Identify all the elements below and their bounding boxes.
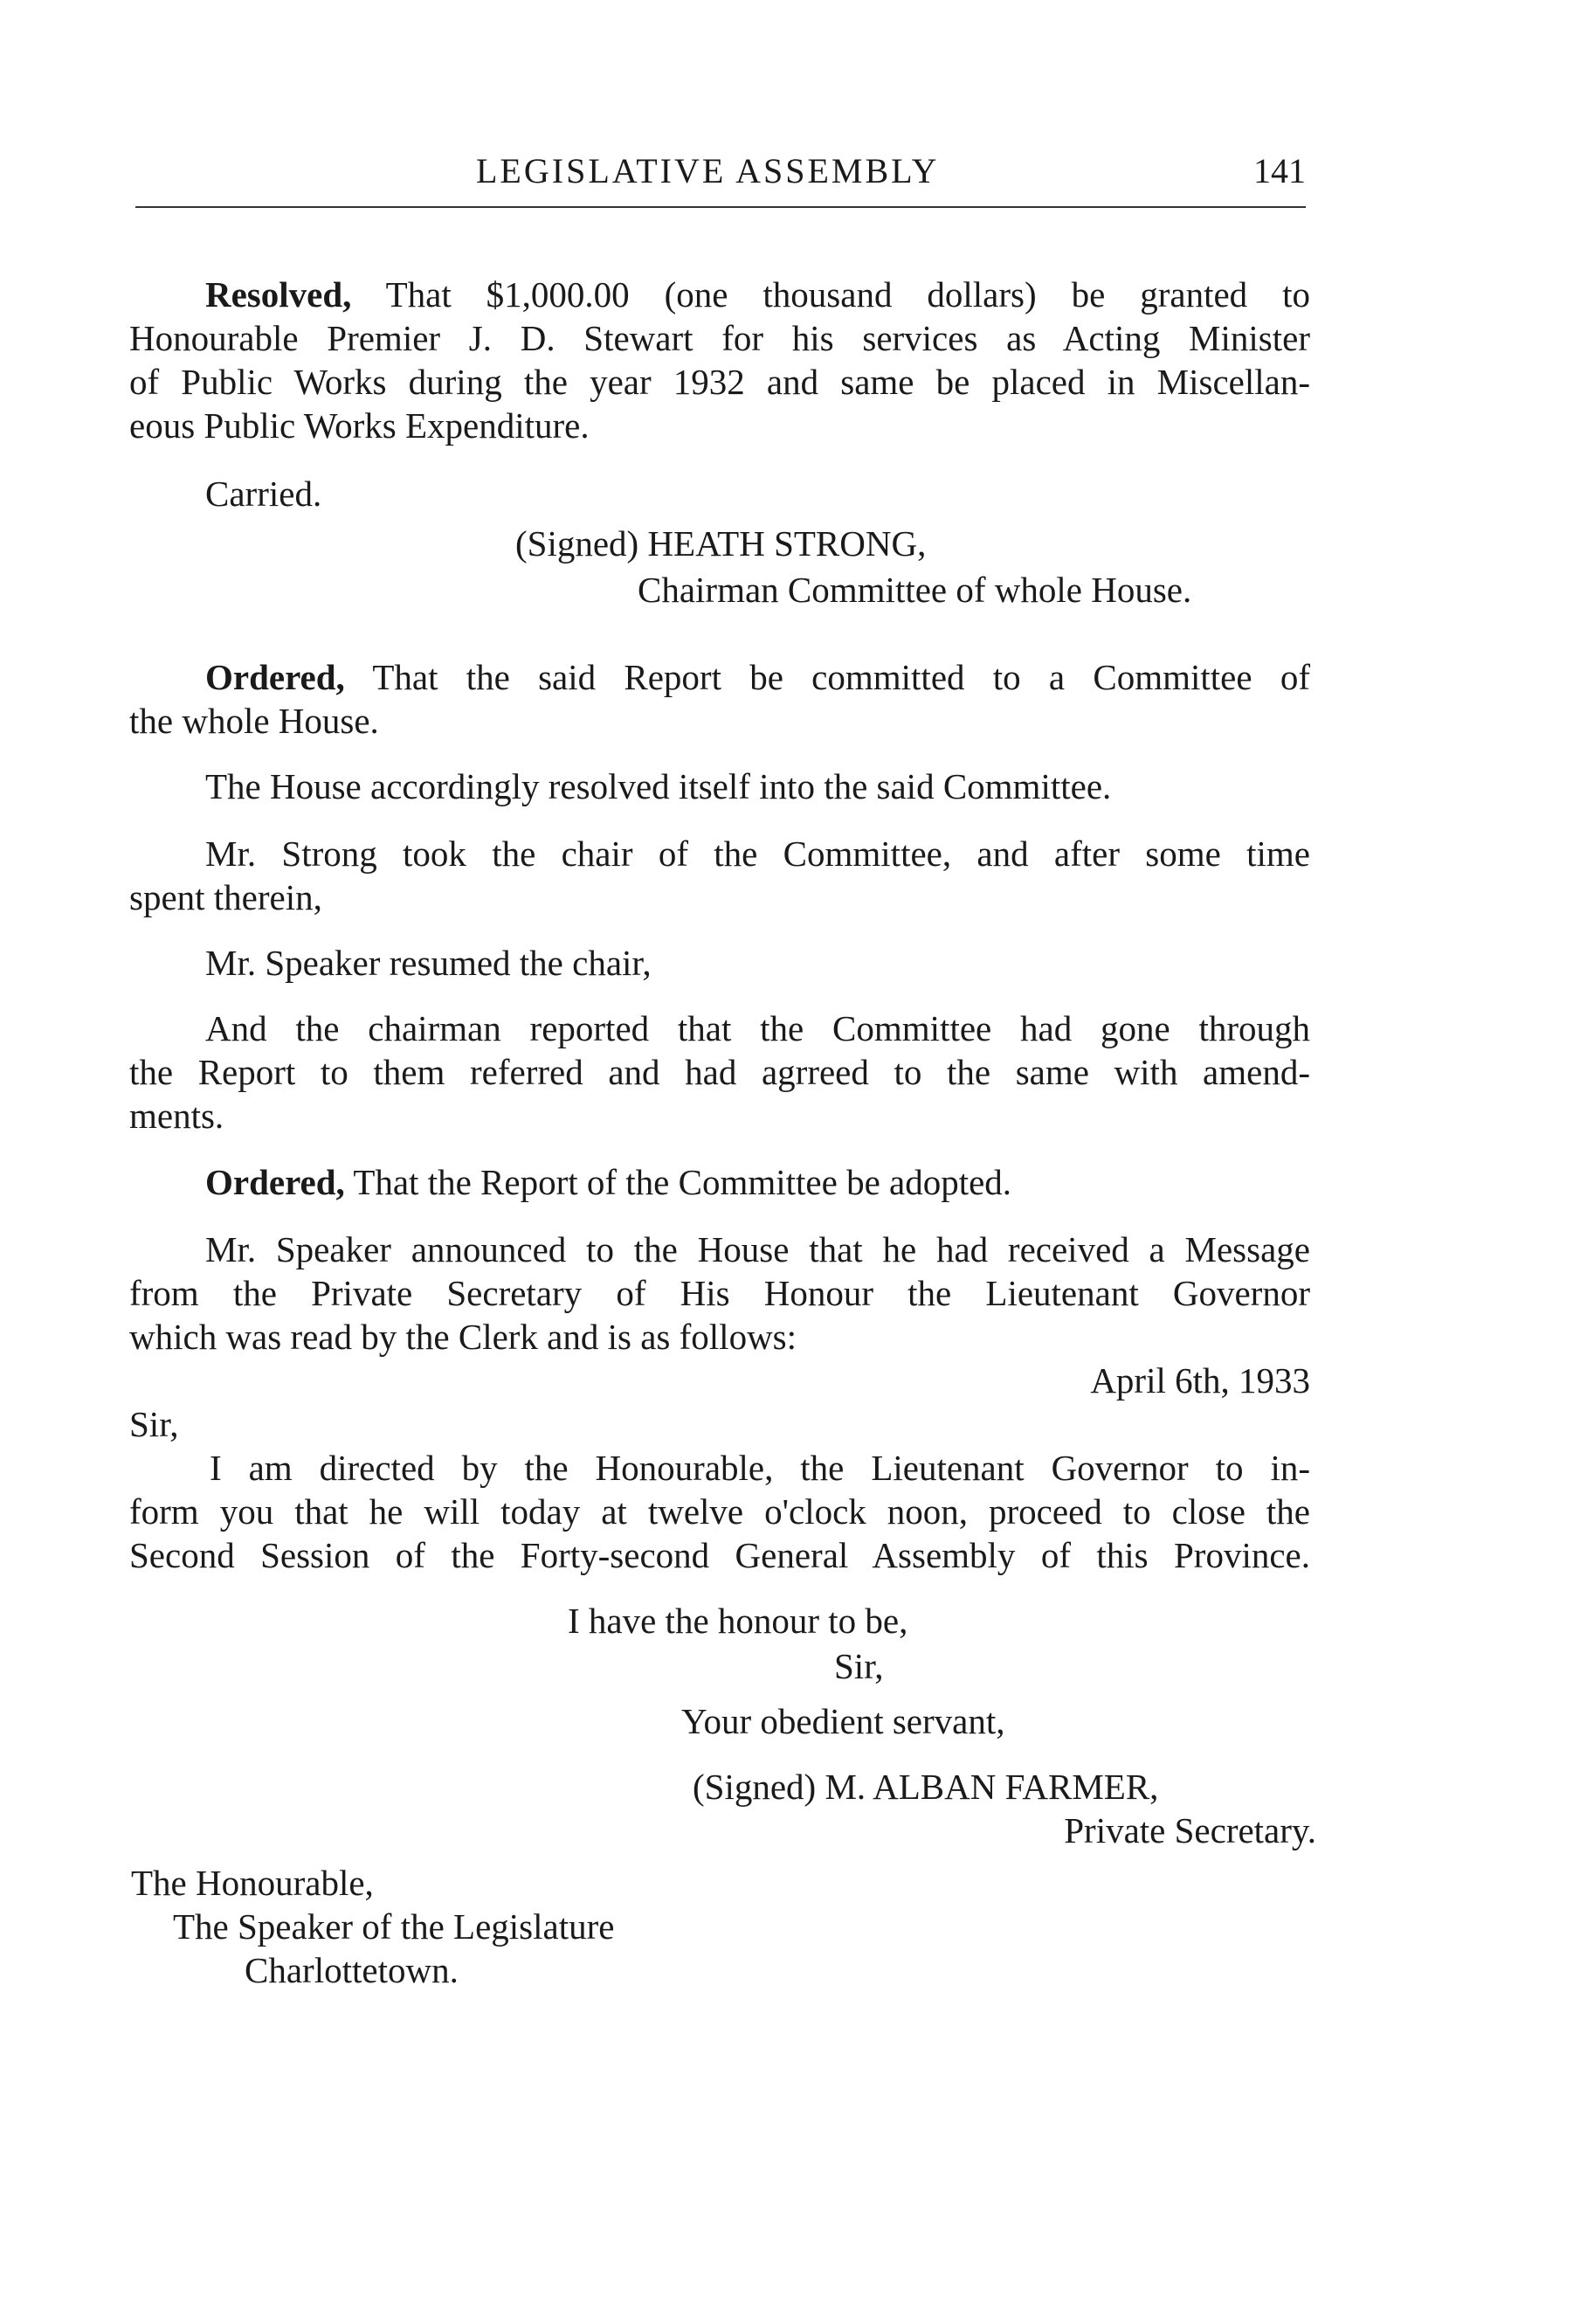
ordered-adopted-text: That the Report of the Committee be adopted. [353, 1162, 1012, 1202]
strong-line-2: spent therein, [129, 877, 322, 917]
ordered-line-2: the whole House. [129, 701, 379, 741]
address-line-3: Charlottetown. [245, 1950, 459, 1990]
resolution-line-4: eous Public Works Expenditure. [129, 405, 590, 446]
message-line-2: from the Private Secretary of His Honour the Lieutenant Governor [129, 1273, 1310, 1313]
ordered-lead: Ordered, [205, 657, 345, 697]
letter-salutation: Sir, [129, 1404, 179, 1444]
chairman-report-line-3: ments. [129, 1096, 224, 1136]
resolved-committee: The House accordingly resolved itself into the said Committee. [205, 766, 1112, 806]
letter-closing-2: Sir, [834, 1646, 884, 1686]
letter-closing-3: Your obedient servant, [681, 1701, 1005, 1741]
address-line-1: The Honourable, [131, 1863, 374, 1903]
letter-closing-1: I have the honour to be, [568, 1601, 908, 1641]
letter-body-line-1: I am directed by the Honourable, the Lieutenant Governor to in- [210, 1448, 1310, 1488]
header-rule [135, 206, 1306, 208]
address-line-2: The Speaker of the Legislature [173, 1906, 615, 1947]
resolved-lead: Resolved, [205, 274, 352, 315]
resolution-line-2: Honourable Premier J. D. Stewart for his services as Acting Minister [129, 318, 1310, 358]
letter-date: April 6th, 1933 [1090, 1360, 1310, 1401]
header-title: LEGISLATIVE ASSEMBLY [476, 151, 940, 190]
signature-alban-farmer: (Signed) M. ALBAN FARMER, [693, 1767, 1159, 1807]
resolution-line-3: of Public Works during the year 1932 and same be placed in Miscellan- [129, 362, 1310, 402]
speaker-resumed: Mr. Speaker resumed the chair, [205, 943, 652, 983]
message-line-3: which was read by the Clerk and is as follows: [129, 1317, 797, 1357]
resolution-line-1 [205, 273, 1310, 316]
ordered-text-1: That the said Report be committed to a Committee of [372, 657, 1310, 697]
chairman-report-line-2: the Report to them referred and had agrreed to the same with amend- [129, 1052, 1310, 1092]
signature-title-chairman: Chairman Committee of whole House. [638, 570, 1192, 610]
resolution-text-1: That $1,000.00 (one thousand dollars) be granted to [385, 274, 1310, 315]
letter-body-line-3: Second Session of the Forty-second General Assembly of this Province. [129, 1535, 1310, 1575]
chairman-report-line-1: And the chairman reported that the Committee had gone through [205, 1008, 1310, 1048]
running-header [135, 150, 1306, 203]
signature-heath-strong: (Signed) HEATH STRONG, [515, 523, 927, 564]
letter-body-line-2: form you that he will today at twelve o'clock noon, proceed to close the [129, 1491, 1310, 1532]
ordered-adopted [205, 1160, 1011, 1204]
signature-title-private-secretary: Private Secretary. [1064, 1810, 1316, 1850]
message-line-1: Mr. Speaker announced to the House that he had received a Message [205, 1229, 1310, 1269]
page-number: 141 [1253, 151, 1306, 190]
strong-line-1: Mr. Strong took the chair of the Committee, and after some time [205, 833, 1310, 874]
ordered-line-1 [205, 655, 1310, 699]
ordered-lead-2: Ordered, [205, 1162, 345, 1202]
carried-text: Carried. [205, 474, 322, 514]
